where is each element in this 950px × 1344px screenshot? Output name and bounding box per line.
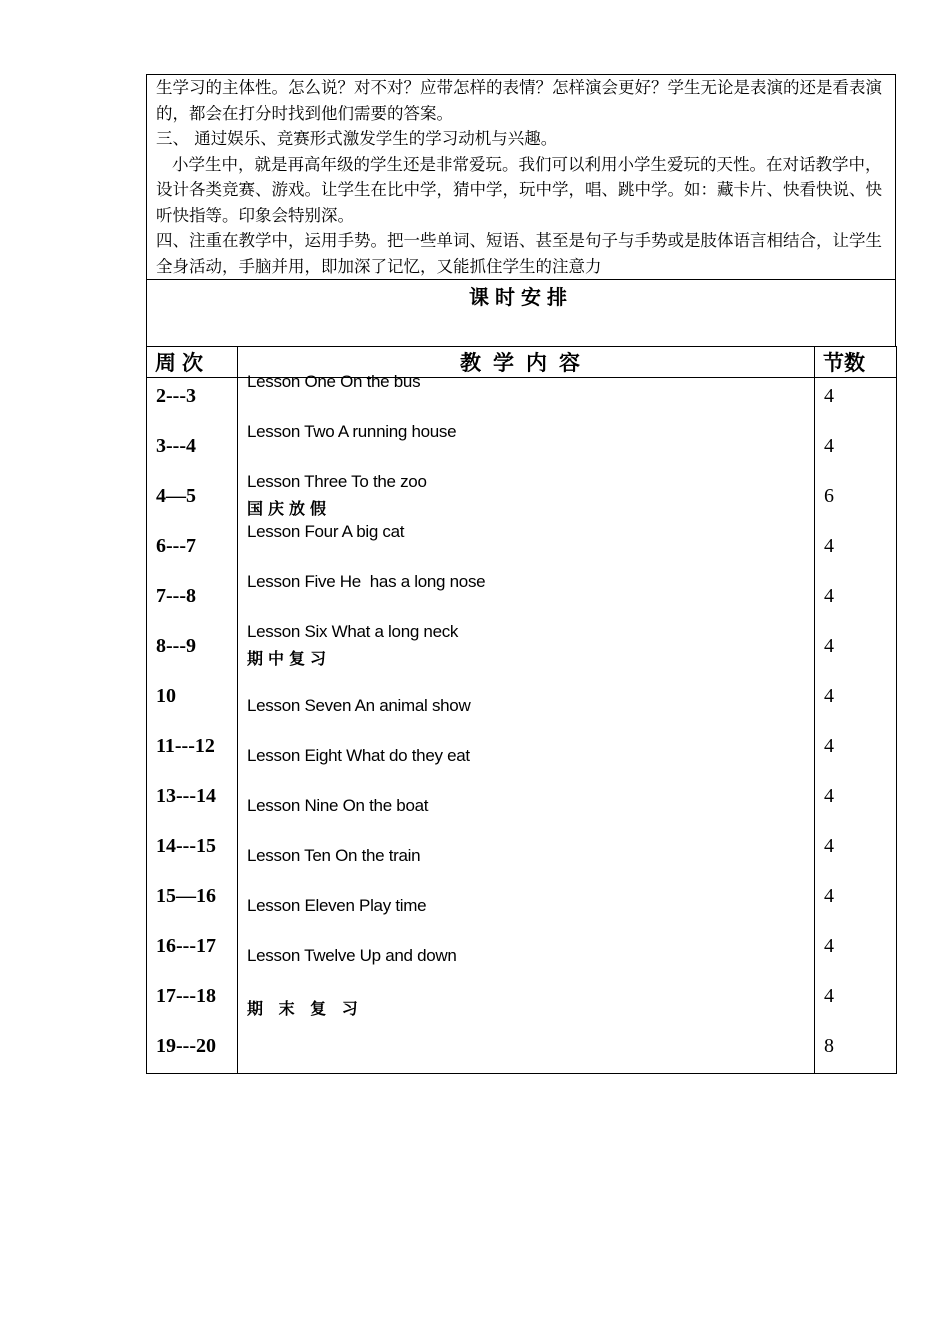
- week-cell: 16---17: [156, 935, 216, 957]
- lesson-cell: 期 末 复 习: [247, 999, 363, 1018]
- week-cell: 4—5: [156, 485, 196, 507]
- lesson-cell: 国庆放假: [247, 499, 332, 518]
- week-cell: 11---12: [156, 735, 215, 757]
- lesson-cell: Lesson Ten On the train: [247, 846, 421, 865]
- count-cell: 4: [824, 835, 834, 857]
- count-cell: 4: [824, 885, 834, 907]
- lesson-cell: Lesson Twelve Up and down: [247, 946, 457, 965]
- lesson-cell: Lesson Seven An animal show: [247, 696, 471, 715]
- intro-text-block: [146, 74, 896, 279]
- lesson-cell: Lesson Five He has a long nose: [247, 572, 486, 591]
- count-cell: 4: [824, 635, 834, 657]
- count-cell: 4: [824, 585, 834, 607]
- week-cell: 10: [156, 685, 176, 707]
- intro-paragraph-1: 生学习的主体性。怎么说？对不对？应带怎样的表情？怎样演会更好？学生无论是表演的还是看表演的，都会在打分时找到他们需要的答案。: [156, 78, 882, 123]
- count-cell: 4: [824, 785, 834, 807]
- week-cell: 19---20: [156, 1035, 216, 1057]
- lesson-cell: 期中复习: [247, 649, 332, 668]
- count-cell: 4: [824, 685, 834, 707]
- week-cell: 8---9: [156, 635, 196, 657]
- table-body-row: [147, 378, 897, 1074]
- week-cell: 15—16: [156, 885, 216, 907]
- lesson-cell: Lesson Nine On the boat: [247, 796, 429, 815]
- lesson-cell: Lesson Eight What do they eat: [247, 746, 470, 765]
- count-cell: 4: [824, 385, 834, 407]
- count-cell: 4: [824, 935, 834, 957]
- lesson-cell: Lesson Eleven Play time: [247, 896, 427, 915]
- week-cell: 7---8: [156, 585, 196, 607]
- header-week: 周次: [147, 347, 238, 378]
- week-column: [147, 378, 237, 1073]
- lesson-column: [238, 372, 814, 1073]
- week-cell: 2---3: [156, 385, 196, 407]
- count-column: [815, 378, 896, 1073]
- lesson-cell: Lesson Two A running house: [247, 422, 457, 441]
- intro-paragraph-2: 三、 通过娱乐、竞赛形式激发学生的学习动机与兴趣。: [156, 129, 558, 148]
- header-count: 节数: [815, 347, 897, 378]
- count-cell: 6: [824, 485, 834, 507]
- lesson-cell: Lesson Four A big cat: [247, 522, 405, 541]
- intro-paragraph-4: 四、注重在教学中，运用手势。把一些单词、短语、甚至是句子与手势或是肢体语言相结合，让学生全身活动，手脑并用，即加深了记忆，又能抓住学生的注意力: [156, 231, 882, 276]
- lesson-cell: Lesson Three To the zoo: [247, 472, 427, 491]
- week-cell: 17---18: [156, 985, 216, 1007]
- count-cell: 4: [824, 985, 834, 1007]
- lesson-cell: Lesson One On the bus: [247, 372, 421, 391]
- intro-paragraph-3: 小学生中，就是再高年级的学生还是非常爱玩。我们可以利用小学生爱玩的天性。在对话教学中，设计各类竞赛、游戏。让学生在比中学，猜中学，玩中学，唱、跳中学。如：藏卡片、快看快说、快听快指等。印象会特别深。: [156, 154, 882, 225]
- week-cell: 14---15: [156, 835, 216, 857]
- count-cell: 8: [824, 1035, 834, 1057]
- week-cell: 6---7: [156, 535, 196, 557]
- week-cell: 3---4: [156, 435, 196, 457]
- count-cell: 4: [824, 535, 834, 557]
- count-cell: 4: [824, 735, 834, 757]
- document-page: [146, 74, 896, 1074]
- schedule-table: [146, 346, 897, 1074]
- section-title: 课时安排: [146, 279, 896, 346]
- count-cell: 4: [824, 435, 834, 457]
- week-cell: 13---14: [156, 785, 216, 807]
- lesson-cell: Lesson Six What a long neck: [247, 622, 459, 641]
- header-content: 教学内容: [238, 347, 815, 378]
